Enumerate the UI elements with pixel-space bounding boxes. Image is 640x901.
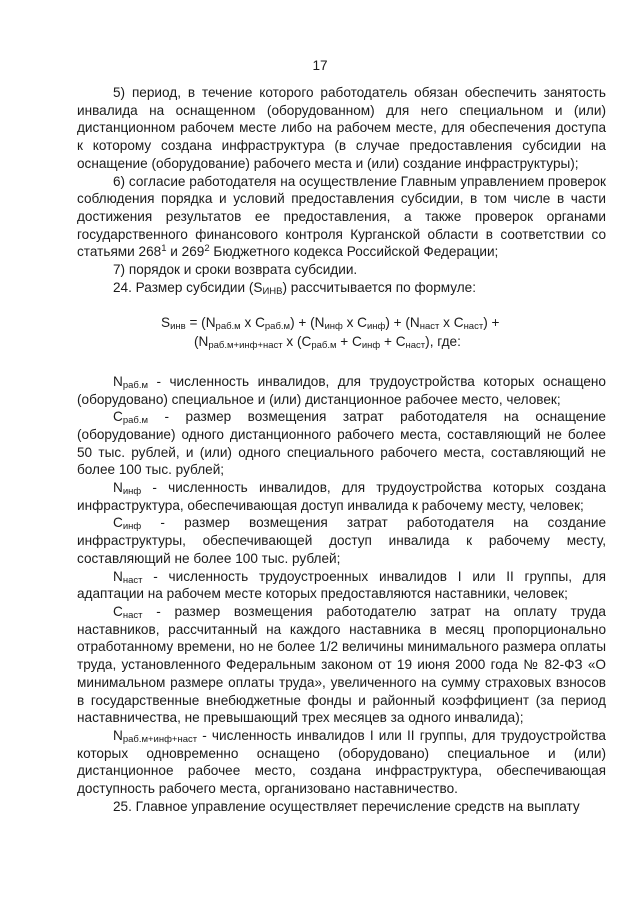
formula-line-1: $S_{инв} = (N_{раб.м}$ x $C_{раб.м}) + (N_{инф}$ x $C_{инф}) + (N_{наст}$ x $C_{наст}$) +: [161, 315, 500, 333]
definition-n-rab: $N_{раб.м}$ - численность инвалидов, для трудоустройства которых оснащено (оборудовано) специальное и (или) дистанционное рабочее место, человек;: [77, 373, 606, 407]
definition-c-nast: $C_{наст}$ - размер возмещения работодателю затрат на оплату труда наставников, рассчитанный на каждого наставника в месяц пропорционально отработанному времени, но не более 1/2 величины минимального размера оплаты труда, установленного Федеральным законом от 19 июня 2000 года № 82-ФЗ «О минимальном размере оплаты труда», увеличенного на сумму страховых взносов в государственные внебюджетные фонды и районный коэффициент (за период наставничества, не превышающий трех месяцев за одного инвалида);: [77, 603, 606, 726]
subsidy-formula: [77, 314, 606, 350]
clause-24-paragraph: 24. Размер субсидии $(S_{ИНВ})$ рассчитывается по формуле:: [113, 279, 477, 297]
definition-n-nast: $N_{наст}$ - численность трудоустроенных инвалидов I или II группы, для адаптации на рабочем месте которых предоставляются наставники, человек;: [77, 568, 606, 602]
definition-n-inf: $N_{инф}$ - численность инвалидов, для трудоустройства которых создана инфраструктура, обеспечивающая доступ инвалида к рабочему месту, человек;: [77, 480, 606, 513]
clause-25-paragraph: 25. Главное управление осуществляет перечисление средств на выплату: [113, 798, 580, 814]
definition-n-all: $N_{раб.м+инф+наст}$ - численность инвалидов I или II группы, для трудоустройства которых одновременно оснащено (оборудовано) специальное и (или) дистанционное рабочее место, создана инфраструктура, обеспечивающая доступность рабочего места, организовано наставничество.: [77, 727, 606, 797]
definition-c-inf: $C_{инф}$ - размер возмещения затрат работодателя на создание инфраструктуры, обеспечивающей доступ инвалида к рабочему месту, составляющий не более 100 тыс. рублей;: [77, 515, 606, 566]
formula-line-2: ($N_{раб.м+инф+наст}$ x $(C_{раб.м} + C_{инф} + C_{наст})$, где:: [194, 334, 461, 352]
item-7-paragraph: 7) порядок и сроки возврата субсидии.: [113, 262, 358, 278]
definition-c-rab: $C_{раб.м}$ - размер возмещения затрат работодателя на оснащение (оборудование) одного дистанционного рабочего места, составляющий не более 50 тыс. рублей, и (или) одного специального рабочего места, составляющий не более 100 тыс. рублей;: [77, 409, 606, 478]
item-6-paragraph: 6) согласие работодателя на осуществление Главным управлением проверок соблюдения порядка и условий предоставления субсидии, в том числе в части достижения результатов ее предоставления, а также проверок органами государственного финансового контроля Курганской области в соответствии со статьями $268^1$ и $269^2$ Бюджетного кодекса Российской Федерации;: [77, 173, 607, 260]
item-5-paragraph: 5) период, в течение которого работодатель обязан обеспечить занятость инвалида на оснащенном (оборудованном) для него специальном и (или) дистанционном рабочем месте либо на рабочем месте, для обеспечения доступа к которому создана инфраструктура (в случае предоставления субсидии на оснащение (оборудование) рабочего места и (или) создание инфраструктуры);: [77, 85, 606, 171]
document-body: [77, 84, 606, 815]
page-number: 17: [312, 58, 328, 73]
